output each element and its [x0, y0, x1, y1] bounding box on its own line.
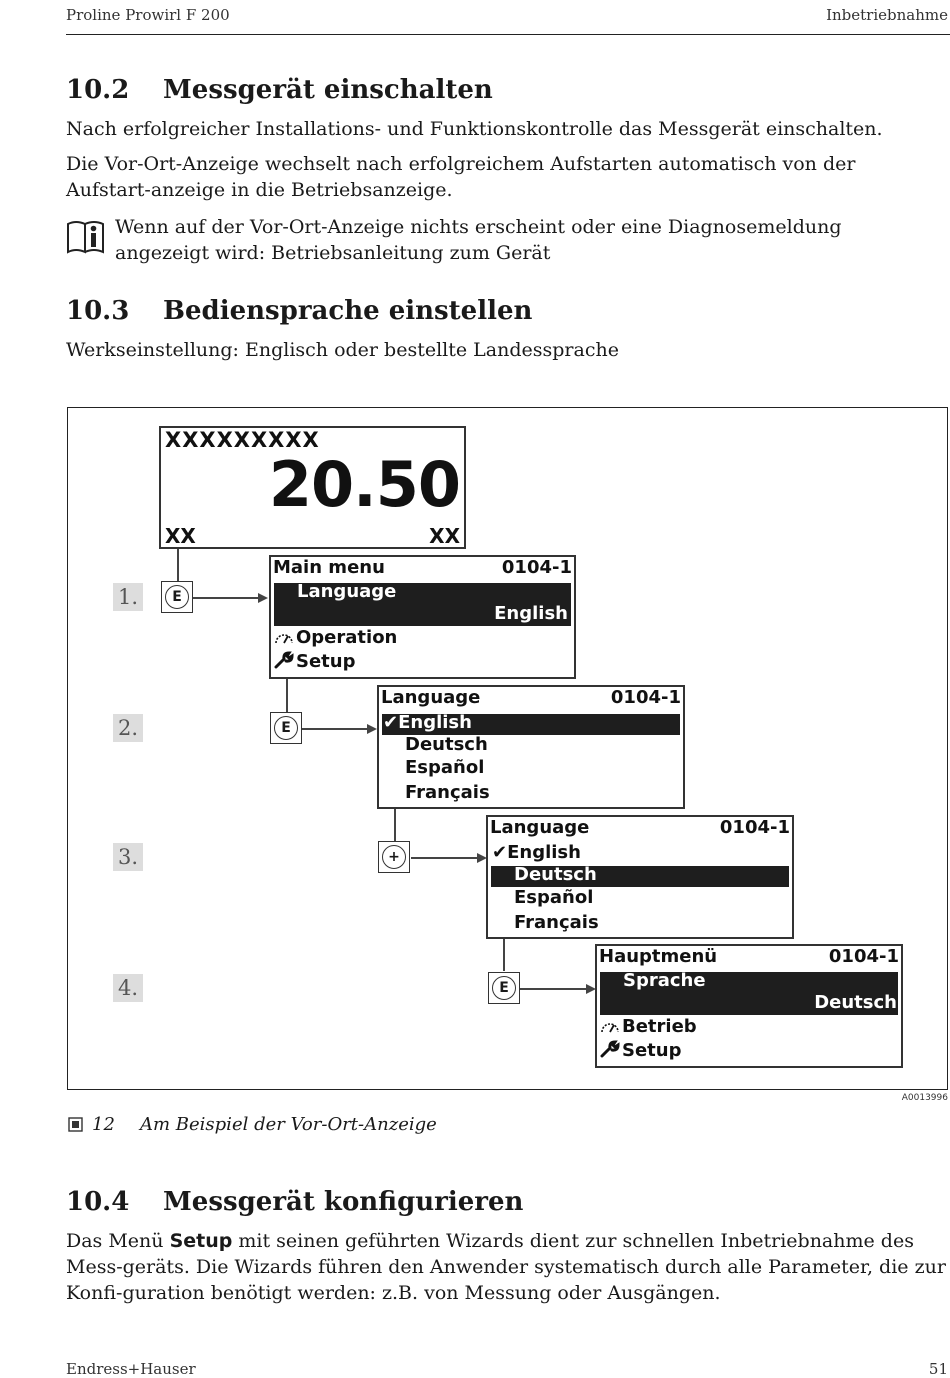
menu-item-value: English	[494, 603, 568, 624]
paragraph: Das Menü Setup mit seinen geführten Wizards dient zur schnellen Inbetriebnahme des Mess-geräts. Die Wizards führen den Anwender systematisch durch alle Parameter, die zur Konfi-guration benötigt werden: z.B. von Messung oder Ausgängen.	[66, 1230, 946, 1304]
paragraph: Die Vor-Ort-Anzeige wechselt nach erfolgreichem Aufstarten automatisch von der Aufstart-anzeige in die Betriebsanzeige.	[66, 153, 856, 201]
check-icon: ✔	[383, 712, 399, 733]
connector-line	[193, 597, 258, 599]
language-option-espanol: Español	[514, 887, 594, 908]
connector-line	[394, 809, 396, 841]
arrow-right-icon	[258, 593, 268, 603]
language-option-francais: Français	[405, 782, 490, 803]
wrench-icon	[600, 1040, 620, 1063]
plus-key-icon: +	[378, 841, 410, 873]
step-label: 2.	[113, 714, 143, 742]
screen-code: 0104-1	[719, 817, 790, 838]
screen-code: 0104-1	[610, 687, 681, 708]
gauge-icon	[600, 1018, 620, 1039]
figure-reference: A0013996	[901, 1093, 948, 1103]
header-chapter: Inbetriebnahme	[826, 6, 948, 24]
language-option-english: ✔English	[383, 712, 472, 733]
screen-title: Language	[381, 687, 481, 708]
menu-item-operation: Operation	[274, 627, 397, 650]
step-label: 3.	[113, 843, 143, 871]
screen-code: 0104-1	[828, 946, 899, 967]
note-text: Wenn auf der Vor-Ort-Anzeige nichts erscheint oder eine Diagnosemeldung angezeigt wird: Betriebsanleitung zum Gerät	[115, 216, 842, 264]
paragraph: Werkseinstellung: Englisch oder bestellte Landessprache	[66, 339, 619, 361]
gauge-icon	[274, 629, 294, 650]
paragraph: Nach erfolgreicher Installations- und Funktionskontrolle das Messgerät einschalten.	[66, 118, 883, 140]
enter-key-icon: E	[488, 972, 520, 1004]
screen-hauptmenu	[595, 944, 903, 1068]
arrow-right-icon	[367, 724, 377, 734]
language-option-espanol: Español	[405, 757, 485, 778]
figure-caption: Am Beispiel der Vor-Ort-Anzeige	[140, 1114, 437, 1135]
display-tag: XXXXXXXXX	[165, 428, 320, 452]
operational-display	[159, 426, 466, 549]
wrench-icon	[274, 651, 294, 674]
connector-line	[177, 549, 179, 582]
figure-caption-number: 12	[92, 1114, 115, 1135]
screen-title: Language	[490, 817, 590, 838]
enter-key-icon: E	[161, 581, 193, 613]
figure-local-display	[67, 407, 948, 1090]
screen-language-list-deutsch	[486, 815, 794, 939]
connector-line	[302, 728, 367, 730]
menu-item-language: Language	[297, 581, 397, 602]
info-book-icon	[66, 218, 106, 260]
menu-item-value: Deutsch	[814, 992, 897, 1013]
connector-line	[286, 679, 288, 712]
connector-line	[520, 988, 586, 990]
menu-item-sprache: Sprache	[623, 970, 706, 991]
step-label: 1.	[113, 583, 143, 611]
enter-key-icon: E	[270, 712, 302, 744]
language-option-english: ✔English	[492, 842, 581, 863]
display-unit-left: XX	[165, 524, 196, 548]
language-option-deutsch: Deutsch	[405, 734, 488, 755]
screen-title: Hauptmenü	[599, 946, 718, 967]
connector-line	[503, 938, 505, 971]
figure-caption-icon	[68, 1117, 83, 1136]
menu-item-setup: Setup	[600, 1040, 681, 1063]
screen-language-list	[377, 685, 685, 809]
footer-brand: Endress+Hauser	[66, 1360, 196, 1378]
language-option-francais: Français	[514, 912, 599, 933]
connector-line	[411, 857, 477, 859]
screen-title: Main menu	[273, 557, 385, 578]
step-label: 4.	[113, 974, 143, 1002]
check-icon: ✔	[492, 842, 508, 863]
menu-item-setup: Setup	[274, 651, 355, 674]
screen-main-menu	[269, 555, 576, 679]
section-heading-10-2: 10.2 Messgerät einschalten	[66, 75, 493, 105]
section-heading-10-3: 10.3 Bediensprache einstellen	[66, 296, 533, 326]
menu-item-betrieb: Betrieb	[600, 1016, 697, 1039]
screen-code: 0104-1	[501, 557, 572, 578]
header-rule	[66, 34, 950, 35]
display-unit-right: XX	[429, 524, 460, 548]
display-value: 20.50	[268, 448, 460, 521]
page-number: 51	[928, 1360, 948, 1378]
header-product: Proline Prowirl F 200	[66, 6, 230, 24]
section-heading-10-4: 10.4 Messgerät konfigurieren	[66, 1187, 524, 1217]
language-option-deutsch: Deutsch	[514, 864, 597, 885]
